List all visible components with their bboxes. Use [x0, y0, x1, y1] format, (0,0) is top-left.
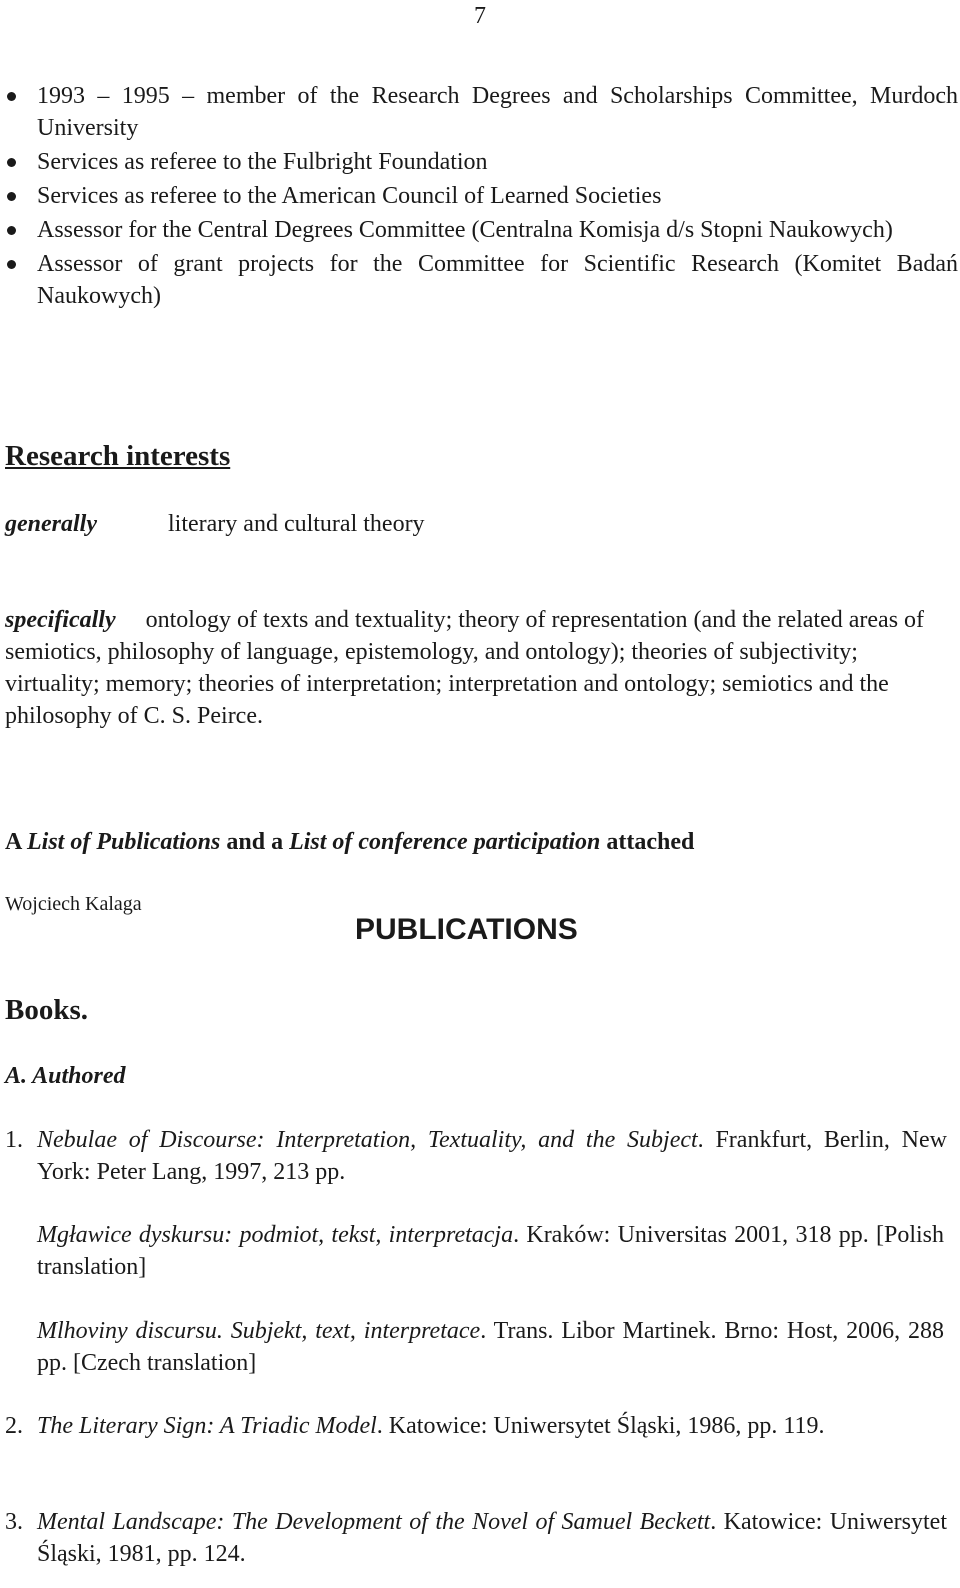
authored-heading: A. Authored: [5, 1063, 126, 1089]
attached-note: A List of Publications and a List of conference participation attached: [5, 829, 695, 855]
list-item: Services as referee to the Fulbright Foundation: [0, 146, 960, 178]
list-item: Assessor of grant projects for the Committee for Scientific Research (Komitet Badań Naukowych): [0, 248, 960, 312]
page-number: 7: [474, 3, 486, 29]
publication-title: Mental Landscape: The Development of the Novel of Samuel Beckett: [37, 1509, 711, 1535]
bullet-icon: [7, 158, 16, 167]
specifically-label: specifically: [5, 607, 116, 633]
generally-label: generally: [5, 511, 97, 537]
list-item: Assessor for the Central Degrees Committee (Centralna Komisja d/s Stopni Naukowych): [0, 214, 960, 246]
author-name: Wojciech Kalaga: [5, 893, 142, 915]
specifically-paragraph: [5, 604, 947, 732]
list-item: 1993 – 1995 – member of the Research Degrees and Scholarships Committee, Murdoch University: [0, 80, 960, 144]
bullet-icon: [7, 192, 16, 201]
publication-translation: Mlhoviny discursu. Subjekt, text, interpretace. Trans. Libor Martinek. Brno: Host, 2006, 288 pp. [Czech translation]: [37, 1318, 945, 1376]
publications-heading: PUBLICATIONS: [355, 913, 578, 946]
bullet-icon: [7, 260, 16, 269]
research-interests-heading: Research interests: [5, 440, 231, 472]
translation-title: Mlhoviny discursu. Subjekt, text, interpretace: [37, 1318, 481, 1344]
publication-item: 3. Mental Landscape: The Development of the Novel of Samuel Beckett. Katowice: Uniwersytet Śląski, 1981, pp. 124.: [5, 1509, 947, 1567]
generally-text: literary and cultural theory: [168, 511, 425, 537]
publication-translation: Mgławice dyskursu: podmiot, tekst, interpretacja. Kraków: Universitas 2001, 318 pp. [Polish translation]: [37, 1222, 944, 1280]
books-heading: Books.: [5, 994, 89, 1026]
bullet-icon: [7, 92, 16, 101]
bullet-icon: [7, 226, 16, 235]
specifically-text: ontology of texts and textuality; theory of representation (and the related areas of semiotics, philosophy of language, epistemology, and ontology); theories of subjectivity; virtuality; memory; theories of interpretation; interpretation and ontology; semiotics and the philosophy of C. S. Peirce.: [5, 607, 925, 729]
publication-item: 1. Nebulae of Discourse: Interpretation, Textuality, and the Subject. Frankfurt, Berlin, New York: Peter Lang, 1997, 213 pp.: [5, 1127, 947, 1185]
list-item: Services as referee to the American Council of Learned Societies: [0, 180, 960, 212]
publication-title: The Literary Sign: A Triadic Model: [37, 1413, 377, 1439]
publication-item: 2. The Literary Sign: A Triadic Model. Katowice: Uniwersytet Śląski, 1986, pp. 119.: [5, 1413, 825, 1439]
translation-title: Mgławice dyskursu: podmiot, tekst, interpretacja: [37, 1222, 514, 1248]
publication-title: Nebulae of Discourse: Interpretation, Textuality, and the Subject: [37, 1127, 698, 1153]
service-list: [0, 80, 960, 314]
